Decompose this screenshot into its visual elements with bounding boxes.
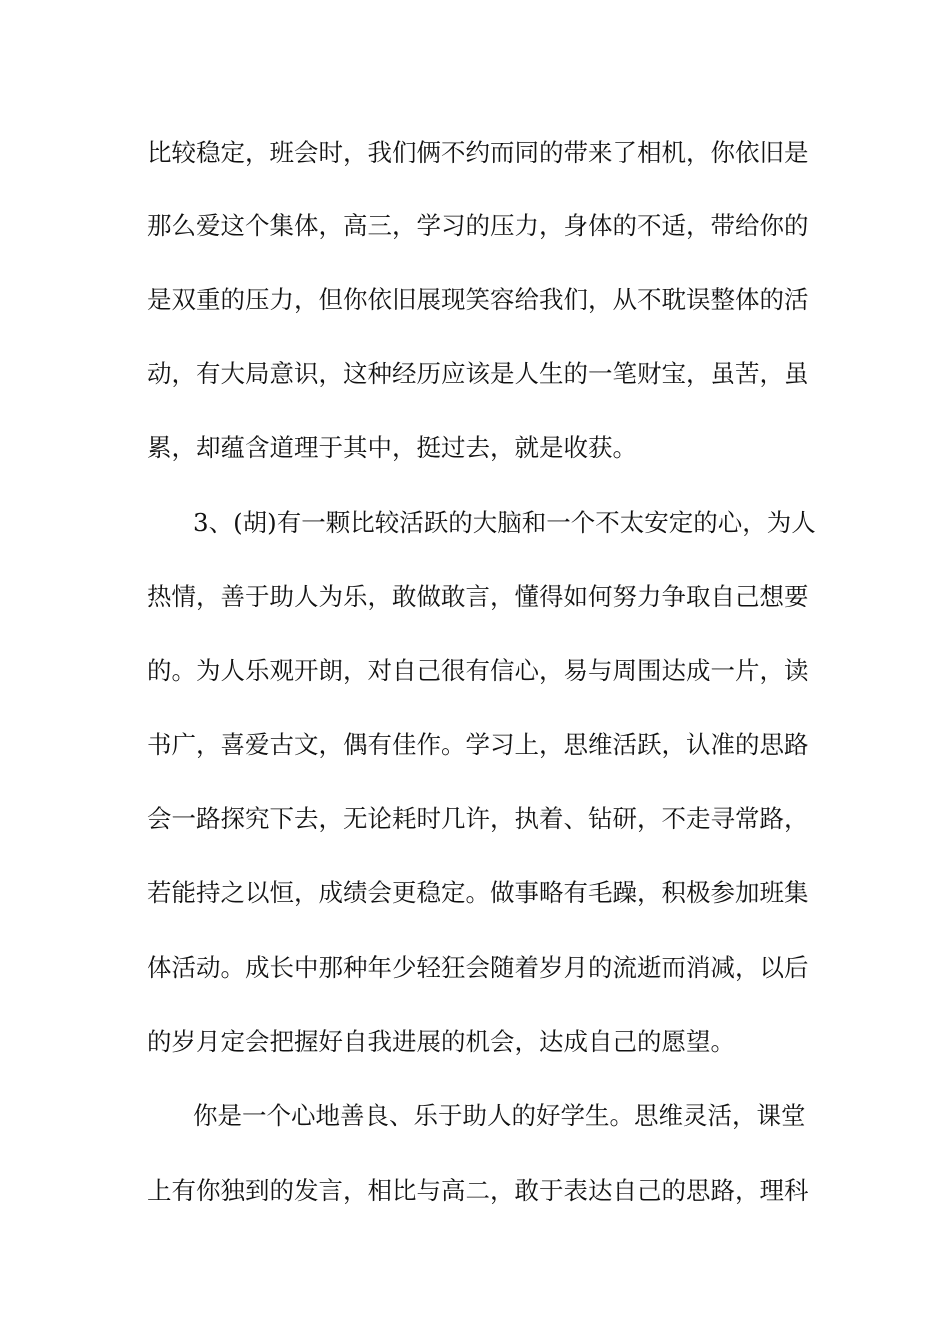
line-text: 的。为人乐观开朗，对自己很有信心，易与周围达成一片，读 bbox=[147, 656, 809, 685]
text-line bbox=[0, 577, 950, 617]
line-text: 比较稳定，班会时，我们俩不约而同的带来了相机，你依旧是 bbox=[147, 138, 809, 167]
line-text: 上有你独到的发言，相比与高二，敢于表达自己的思路，理科 bbox=[147, 1176, 809, 1205]
line-text: 书广，喜爱古文，偶有佳作。学习上，思维活跃，认准的思路 bbox=[147, 730, 809, 759]
line-text: 那么爱这个集体，高三，学习的压力，身体的不适，带给你的 bbox=[147, 211, 809, 240]
text-line bbox=[0, 428, 950, 468]
line-text: 你是一个心地善良、乐于助人的好学生。思维灵活，课堂 bbox=[193, 1101, 806, 1130]
text-line bbox=[0, 133, 950, 173]
text-line bbox=[0, 651, 950, 691]
text-line bbox=[0, 1096, 950, 1136]
text-line bbox=[0, 799, 950, 839]
text-line bbox=[0, 1022, 950, 1062]
text-line bbox=[0, 206, 950, 246]
line-text: 动，有大局意识，这种经历应该是人生的一笔财宝，虽苦，虽 bbox=[147, 359, 809, 388]
text-line bbox=[0, 1171, 950, 1211]
line-text: 累，却蕴含道理于其中，挺过去，就是收获。 bbox=[147, 433, 637, 462]
text-line bbox=[0, 354, 950, 394]
text-line bbox=[0, 280, 950, 320]
text-line bbox=[0, 873, 950, 913]
line-text: 的岁月定会把握好自我进展的机会，达成自己的愿望。 bbox=[147, 1027, 735, 1056]
line-text: 体活动。成长中那种年少轻狂会随着岁月的流逝而消减，以后 bbox=[147, 953, 809, 982]
line-text: 若能持之以恒，成绩会更稳定。做事略有毛躁，积极参加班集 bbox=[147, 878, 809, 907]
line-text: 3、(胡)有一颗比较活跃的大脑和一个不太安定的心，为人 bbox=[193, 508, 816, 537]
line-text: 是双重的压力，但你依旧展现笑容给我们，从不耽误整体的活 bbox=[147, 285, 809, 314]
line-text: 会一路探究下去，无论耗时几许，执着、钻研，不走寻常路， bbox=[147, 804, 809, 833]
text-line bbox=[0, 725, 950, 765]
text-line bbox=[0, 948, 950, 988]
line-text: 热情，善于助人为乐，敢做敢言，懂得如何努力争取自己想要 bbox=[147, 582, 809, 611]
text-line bbox=[0, 503, 950, 543]
